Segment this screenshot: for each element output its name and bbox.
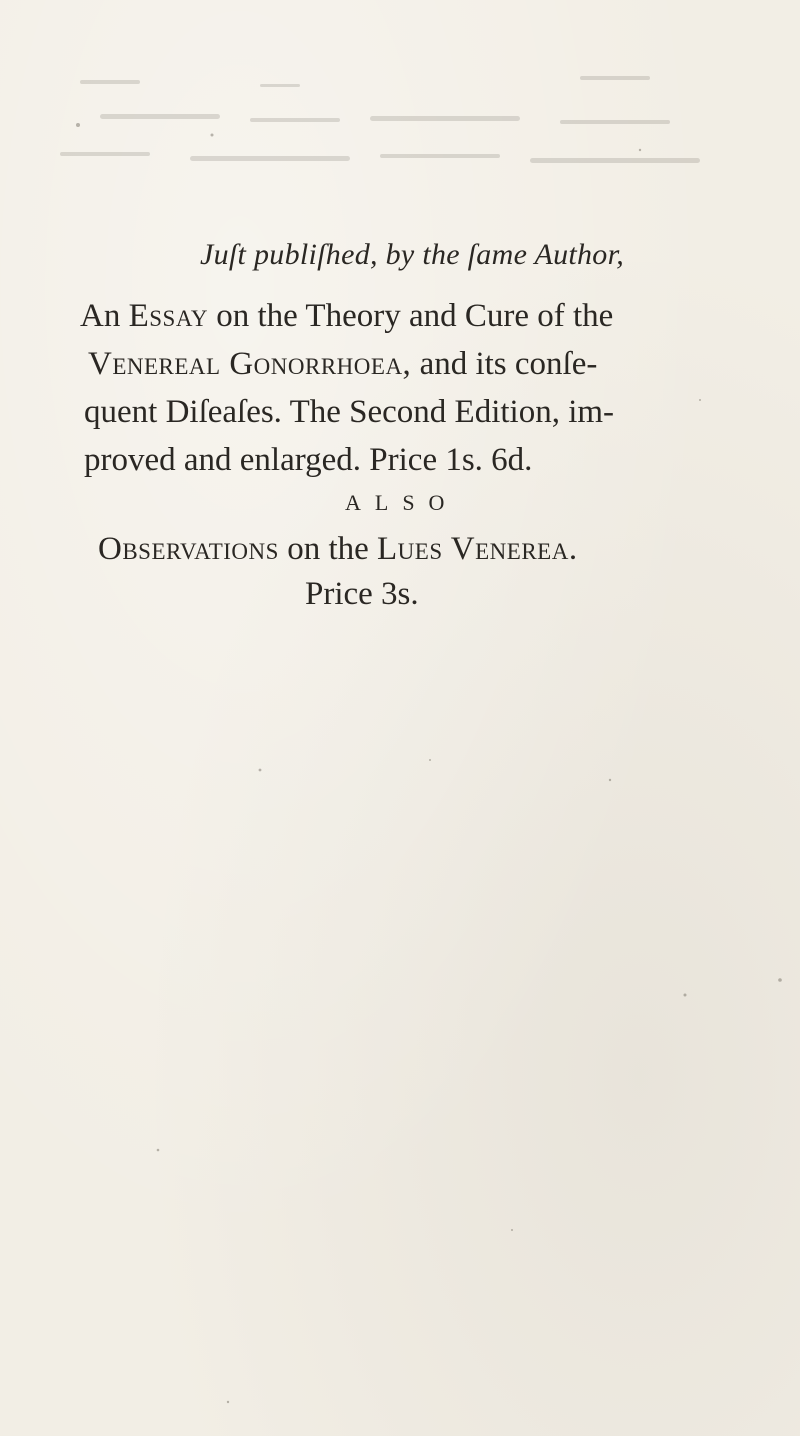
observations-label: Observations	[98, 531, 279, 567]
show-through-text	[60, 70, 740, 180]
essay-line-1	[80, 292, 740, 340]
essay-advertisement	[80, 292, 740, 484]
lues-venerea: Lues Venerea.	[377, 531, 578, 567]
essay-word: Essay	[128, 298, 208, 334]
venereal-gonorrhoea: Venereal Gonorrhoea,	[88, 346, 412, 382]
essay-line-2	[80, 340, 740, 388]
observations-line	[98, 525, 578, 573]
headline: Juſt publiſhed, by the ſame Author,	[200, 238, 625, 271]
observations-middle: on the	[278, 531, 378, 567]
observations-price: Price 3s.	[305, 576, 419, 612]
essay-line-3: quent Diſeaſes. The Second Edition, im-	[84, 394, 615, 430]
essay-title-rest: on the Theory and Cure of the	[207, 298, 614, 334]
essay-line-2-rest: and its conſe-	[411, 346, 598, 382]
essay-line-4: proved and enlarged. Price 1s. 6d.	[84, 442, 533, 478]
essay-lead: An	[80, 298, 129, 334]
also-heading: ALSO	[345, 490, 459, 515]
